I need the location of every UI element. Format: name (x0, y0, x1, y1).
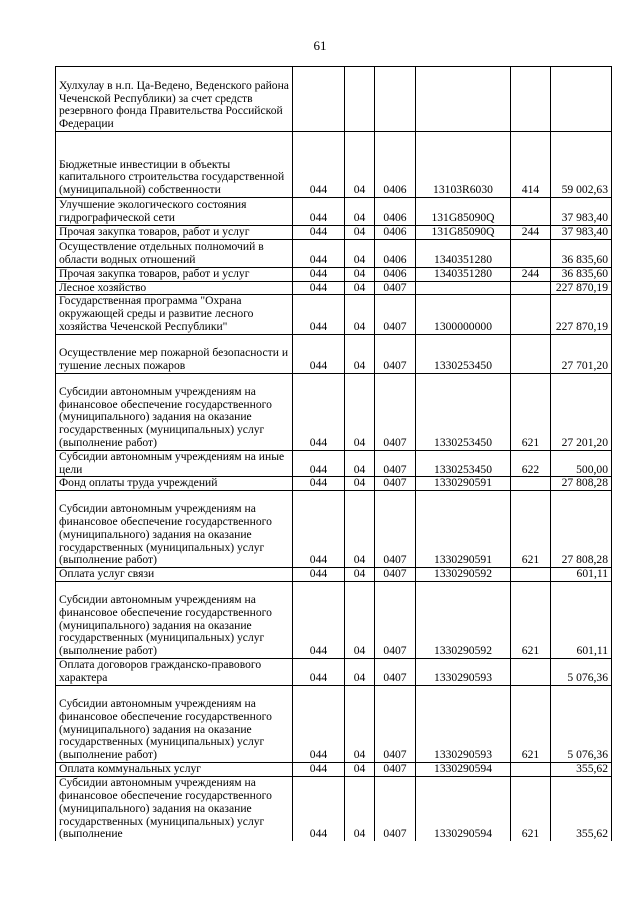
ministry-code-cell: 044 (293, 776, 345, 841)
expense-type-cell (511, 658, 551, 685)
subsection-code-cell: 0407 (375, 477, 416, 491)
expense-type-cell: 621 (511, 581, 551, 658)
ministry-code-cell: 044 (293, 226, 345, 240)
expense-type-cell (511, 295, 551, 334)
amount-cell: 500,00 (551, 450, 612, 477)
ministry-code-cell: 044 (293, 267, 345, 281)
expense-type-cell: 621 (511, 373, 551, 450)
section-code-cell: 04 (345, 267, 375, 281)
ministry-code-cell: 044 (293, 477, 345, 491)
amount-cell: 355,62 (551, 762, 612, 776)
table-row (56, 685, 612, 762)
table-row (56, 132, 612, 198)
row-name-cell: Субсидии автономным учреждениям на финансовое обеспечение государственного (муниципального) задания на оказание государственных (муниципальных) услуг (выполнение работ) (56, 581, 293, 658)
target-code-cell: 1330253450 (416, 334, 511, 373)
target-code-cell: 1330290591 (416, 477, 511, 491)
ministry-code-cell: 044 (293, 568, 345, 582)
table-row (56, 762, 612, 776)
ministry-code-cell: 044 (293, 685, 345, 762)
subsection-code-cell: 0407 (375, 685, 416, 762)
amount-cell: 227 870,19 (551, 281, 612, 295)
subsection-code-cell: 0406 (375, 198, 416, 226)
amount-cell (551, 67, 612, 132)
section-code-cell: 04 (345, 198, 375, 226)
table-row (56, 477, 612, 491)
ministry-code-cell: 044 (293, 334, 345, 373)
section-code-cell: 04 (345, 581, 375, 658)
row-name-cell: Государственная программа "Охрана окружающей среды и развитие лесного хозяйства Чеченской Республики" (56, 295, 293, 334)
section-code-cell: 04 (345, 776, 375, 841)
amount-cell: 37 983,40 (551, 226, 612, 240)
row-name-cell: Субсидии автономным учреждениям на финансовое обеспечение государственного (муниципального) задания на оказание государственных (муниципальных) услуг (выполнение работ) (56, 373, 293, 450)
section-code-cell: 04 (345, 491, 375, 568)
expense-type-cell (511, 281, 551, 295)
table-row (56, 373, 612, 450)
row-name-cell: Улучшение экологического состояния гидрографической сети (56, 198, 293, 226)
section-code-cell: 04 (345, 658, 375, 685)
expense-type-cell: 622 (511, 450, 551, 477)
amount-cell: 59 002,63 (551, 132, 612, 198)
table-row (56, 658, 612, 685)
section-code-cell: 04 (345, 762, 375, 776)
section-code-cell: 04 (345, 477, 375, 491)
table-row (56, 568, 612, 582)
amount-cell: 27 808,28 (551, 491, 612, 568)
budget-table (55, 66, 612, 841)
ministry-code-cell (293, 67, 345, 132)
section-code-cell: 04 (345, 226, 375, 240)
expense-type-cell: 621 (511, 491, 551, 568)
amount-cell: 27 808,28 (551, 477, 612, 491)
row-name-cell: Субсидии автономным учреждениям на иные цели (56, 450, 293, 477)
section-code-cell: 04 (345, 334, 375, 373)
ministry-code-cell: 044 (293, 762, 345, 776)
amount-cell: 5 076,36 (551, 685, 612, 762)
target-code-cell: 1330290593 (416, 685, 511, 762)
subsection-code-cell (375, 67, 416, 132)
ministry-code-cell: 044 (293, 491, 345, 568)
subsection-code-cell: 0407 (375, 281, 416, 295)
expense-type-cell: 244 (511, 267, 551, 281)
row-name-cell: Фонд оплаты труда учреждений (56, 477, 293, 491)
table-row (56, 581, 612, 658)
target-code-cell: 1330290592 (416, 581, 511, 658)
ministry-code-cell: 044 (293, 658, 345, 685)
table-row (56, 295, 612, 334)
subsection-code-cell: 0406 (375, 226, 416, 240)
amount-cell: 27 701,20 (551, 334, 612, 373)
row-name-cell: Прочая закупка товаров, работ и услуг (56, 267, 293, 281)
section-code-cell: 04 (345, 373, 375, 450)
row-name-cell: Осуществление отдельных полномочий в области водных отношений (56, 239, 293, 267)
section-code-cell: 04 (345, 295, 375, 334)
expense-type-cell: 621 (511, 685, 551, 762)
row-name-cell: Оплата коммунальных услуг (56, 762, 293, 776)
table-row (56, 281, 612, 295)
row-name-cell: Прочая закупка товаров, работ и услуг (56, 226, 293, 240)
subsection-code-cell: 0407 (375, 762, 416, 776)
table-row (56, 267, 612, 281)
target-code-cell: 13103R6030 (416, 132, 511, 198)
ministry-code-cell: 044 (293, 581, 345, 658)
subsection-code-cell: 0406 (375, 267, 416, 281)
ministry-code-cell: 044 (293, 450, 345, 477)
subsection-code-cell: 0407 (375, 334, 416, 373)
ministry-code-cell: 044 (293, 132, 345, 198)
subsection-code-cell: 0407 (375, 658, 416, 685)
target-code-cell: 1330290591 (416, 491, 511, 568)
ministry-code-cell: 044 (293, 239, 345, 267)
subsection-code-cell: 0407 (375, 581, 416, 658)
ministry-code-cell: 044 (293, 281, 345, 295)
table-row (56, 450, 612, 477)
expense-type-cell (511, 198, 551, 226)
table-row (56, 491, 612, 568)
expense-type-cell (511, 568, 551, 582)
row-name-cell: Бюджетные инвестиции в объекты капитального строительства государственной (муниципальной) собственности (56, 132, 293, 198)
subsection-code-cell: 0406 (375, 239, 416, 267)
target-code-cell: 1330253450 (416, 373, 511, 450)
expense-type-cell (511, 239, 551, 267)
row-name-cell: Осуществление мер пожарной безопасности и тушение лесных пожаров (56, 334, 293, 373)
table-row (56, 776, 612, 841)
table-row (56, 239, 612, 267)
target-code-cell: 131G85090Q (416, 226, 511, 240)
amount-cell: 601,11 (551, 581, 612, 658)
row-name-cell: Субсидии автономным учреждениям на финансовое обеспечение государственного (муниципального) задания на оказание государственных (муниципальных) услуг (выполнение работ) (56, 685, 293, 762)
amount-cell: 36 835,60 (551, 239, 612, 267)
expense-type-cell (511, 334, 551, 373)
subsection-code-cell: 0407 (375, 295, 416, 334)
section-code-cell: 04 (345, 685, 375, 762)
row-name-cell: Хулхулау в н.п. Ца-Ведено, Веденского района Чеченской Республики) за счет средств резервного фонда Правительства Российской Федерации (56, 67, 293, 132)
amount-cell: 355,62 (551, 776, 612, 841)
target-code-cell: 1330290593 (416, 658, 511, 685)
amount-cell: 37 983,40 (551, 198, 612, 226)
row-name-cell: Оплата услуг связи (56, 568, 293, 582)
target-code-cell: 1300000000 (416, 295, 511, 334)
table-row (56, 67, 612, 132)
target-code-cell: 1330290594 (416, 762, 511, 776)
subsection-code-cell: 0406 (375, 132, 416, 198)
section-code-cell: 04 (345, 450, 375, 477)
expense-type-cell: 244 (511, 226, 551, 240)
subsection-code-cell: 0407 (375, 450, 416, 477)
ministry-code-cell: 044 (293, 295, 345, 334)
expense-type-cell (511, 762, 551, 776)
row-name-cell: Субсидии автономным учреждениям на финансовое обеспечение государственного (муниципального) задания на оказание государственных (муниципальных) услуг (выполнение работ) (56, 491, 293, 568)
row-name-cell: Оплата договоров гражданско-правового характера (56, 658, 293, 685)
table-row (56, 198, 612, 226)
target-code-cell: 131G85090Q (416, 198, 511, 226)
amount-cell: 601,11 (551, 568, 612, 582)
target-code-cell: 1330290592 (416, 568, 511, 582)
amount-cell: 36 835,60 (551, 267, 612, 281)
amount-cell: 27 201,20 (551, 373, 612, 450)
amount-cell: 227 870,19 (551, 295, 612, 334)
expense-type-cell (511, 477, 551, 491)
target-code-cell (416, 67, 511, 132)
page-number: 61 (313, 38, 327, 53)
section-code-cell (345, 67, 375, 132)
expense-type-cell: 414 (511, 132, 551, 198)
target-code-cell: 1330290594 (416, 776, 511, 841)
ministry-code-cell: 044 (293, 373, 345, 450)
section-code-cell: 04 (345, 132, 375, 198)
subsection-code-cell: 0407 (375, 776, 416, 841)
section-code-cell: 04 (345, 239, 375, 267)
ministry-code-cell: 044 (293, 198, 345, 226)
subsection-code-cell: 0407 (375, 373, 416, 450)
subsection-code-cell: 0407 (375, 491, 416, 568)
row-name-cell: Лесное хозяйство (56, 281, 293, 295)
target-code-cell: 1340351280 (416, 239, 511, 267)
expense-type-cell (511, 67, 551, 132)
expense-type-cell: 621 (511, 776, 551, 841)
table-row (56, 334, 612, 373)
section-code-cell: 04 (345, 281, 375, 295)
subsection-code-cell: 0407 (375, 568, 416, 582)
target-code-cell: 1330253450 (416, 450, 511, 477)
target-code-cell: 1340351280 (416, 267, 511, 281)
row-name-cell: Субсидии автономным учреждениям на финансовое обеспечение государственного (муниципального) задания на оказание государственных (муниципальных) услуг (выполнение (56, 776, 293, 841)
section-code-cell: 04 (345, 568, 375, 582)
target-code-cell (416, 281, 511, 295)
amount-cell: 5 076,36 (551, 658, 612, 685)
table-row (56, 226, 612, 240)
